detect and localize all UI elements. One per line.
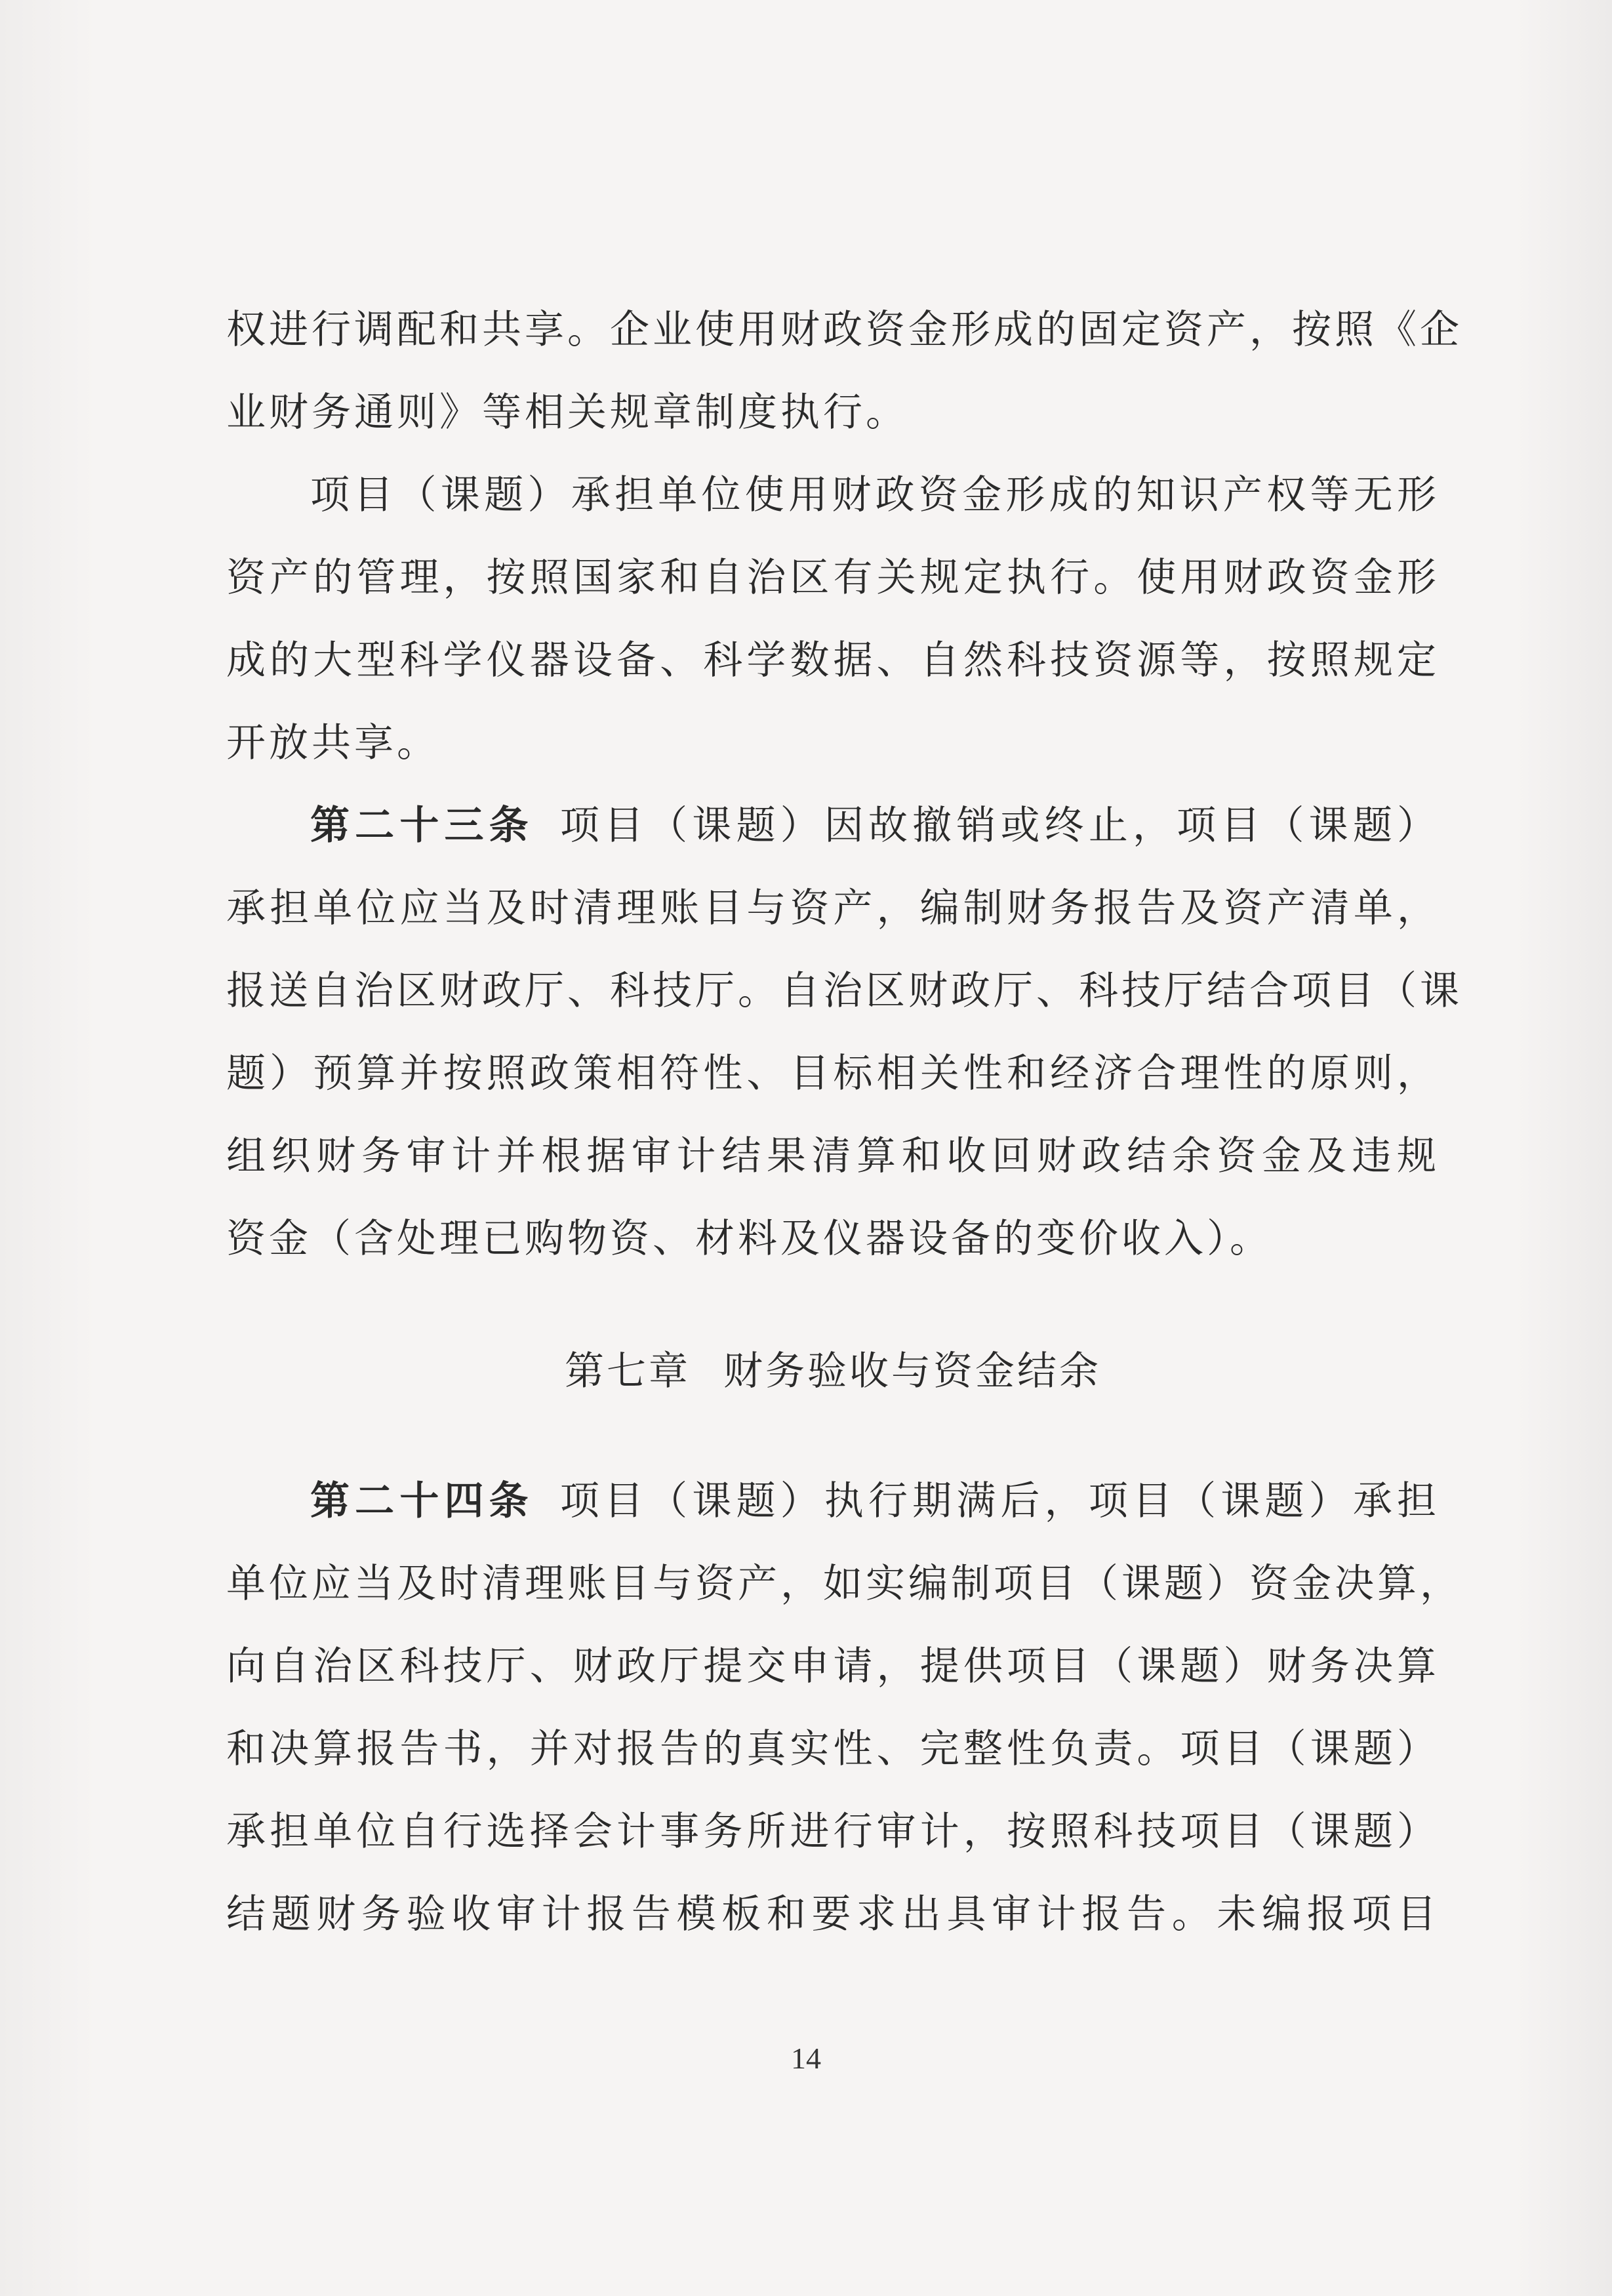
text-line: 题）预算并按照政策相符性、目标相关性和经济合理性的原则， — [226, 1051, 1440, 1097]
text-line: 报送自治区财政厅、科技厅。自治区财政厅、科技厅结合项目（课 — [226, 968, 1462, 1014]
chapter-number: 第七章 — [565, 1348, 691, 1394]
chapter-title: 财务验收与资金结余 — [723, 1348, 1101, 1394]
text-line: 和决算报告书，并对报告的真实性、完整性负责。项目（课题） — [226, 1726, 1440, 1772]
text-line: 承担单位自行选择会计事务所进行审计，按照科技项目（课题） — [226, 1809, 1440, 1855]
text-line: 成的大型科学仪器设备、科学数据、自然科技资源等，按照规定 — [226, 637, 1440, 683]
article-24-label: 第二十四条 — [310, 1478, 534, 1524]
text-line: 项目（课题）执行期满后，项目（课题）承担 — [559, 1478, 1440, 1524]
text-line: 项目（课题）承担单位使用财政资金形成的知识产权等无形 — [310, 472, 1440, 518]
text-line: 开放共享。 — [226, 720, 439, 766]
text-line: 权进行调配和共享。企业使用财政资金形成的固定资产，按照《企 — [226, 307, 1462, 353]
text-line: 业财务通则》等相关规章制度执行。 — [226, 390, 908, 435]
article-23-first-line — [226, 784, 1440, 867]
text-line: 资产的管理，按照国家和自治区有关规定执行。使用财政资金形 — [226, 555, 1440, 601]
text-line: 单位应当及时清理账目与资产，如实编制项目（课题）资金决算， — [226, 1561, 1462, 1607]
text-line: 资金（含处理已购物资、材料及仪器设备的变价收入）。 — [226, 1216, 1272, 1262]
text-line: 组织财务审计并根据审计结果清算和收回财政结余资金及违规 — [226, 1133, 1440, 1179]
article-23-label: 第二十三条 — [310, 803, 534, 849]
text-line: 结题财务验收审计报告模板和要求出具审计报告。未编报项目 — [226, 1891, 1440, 1937]
text-line: 项目（课题）因故撤销或终止，项目（课题） — [559, 803, 1440, 849]
chapter-heading — [226, 1330, 1440, 1413]
text-line: 承担单位应当及时清理账目与资产，编制财务报告及资产清单， — [226, 885, 1440, 931]
article-24-first-line — [226, 1460, 1440, 1542]
page-number: 14 — [791, 2042, 821, 2075]
page-body — [226, 289, 1462, 1956]
text-line: 向自治区科技厅、财政厅提交申请，提供项目（课题）财务决算 — [226, 1643, 1440, 1689]
